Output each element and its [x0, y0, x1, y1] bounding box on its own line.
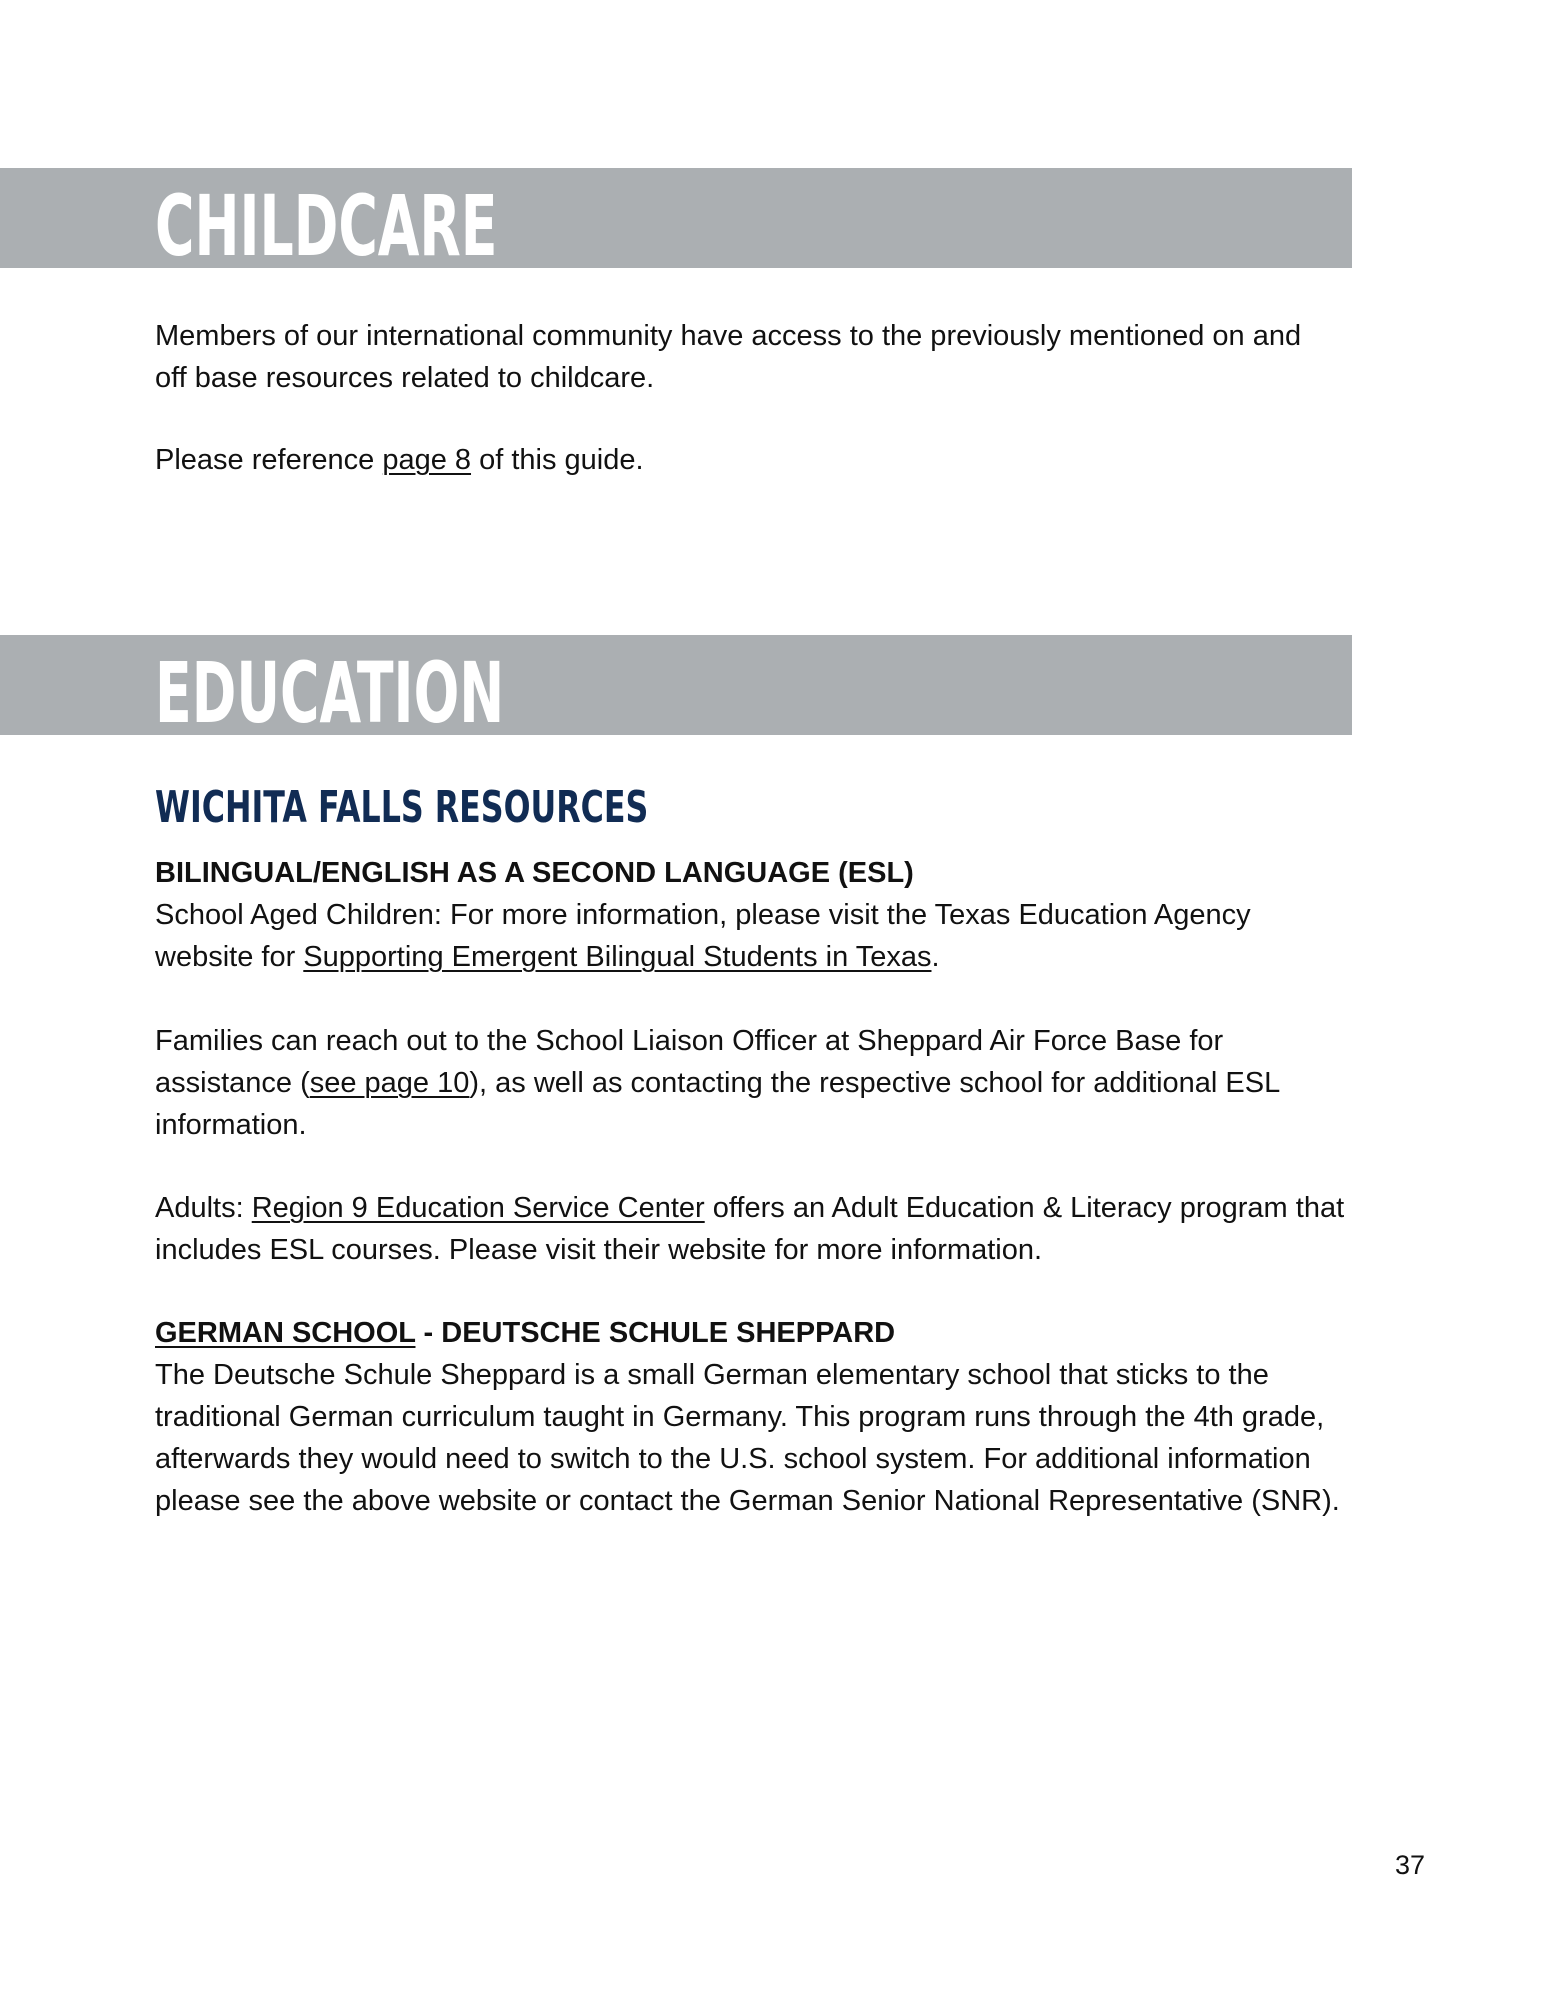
families-line2-suffix: ), as well as contacting the respective school for additional ESL — [469, 1067, 1281, 1099]
families-line2-prefix: assistance ( — [155, 1067, 310, 1099]
adults-line1-prefix: Adults: — [155, 1192, 252, 1224]
see-page-10-link[interactable]: see page 10 — [309, 1067, 470, 1099]
childcare-reference-line — [155, 439, 1405, 481]
german-school-label-rest: - DEUTSCHE SCHULE SHEPPARD — [415, 1317, 896, 1349]
childcare-reference — [155, 439, 1405, 481]
german-school-block — [155, 1312, 1405, 1522]
education-banner — [0, 635, 1352, 742]
families-line2 — [155, 1062, 1405, 1104]
childcare-intro-line1: Members of our international community have access to the previously mentioned on and — [155, 320, 1302, 352]
german-school-label — [155, 1312, 1405, 1354]
childcare-reference-prefix: Please reference — [155, 444, 383, 476]
esl-line2 — [155, 936, 1405, 978]
childcare-intro-line2: off base resources related to childcare. — [155, 362, 655, 394]
esl-block — [155, 852, 1405, 978]
german-line1: The Deutsche Schule Sheppard is a small German elementary school that sticks to the — [155, 1359, 1269, 1391]
german-line3: afterwards they would need to switch to the U.S. school system. For additional information — [155, 1443, 1311, 1475]
families-line1: Families can reach out to the School Liaison Officer at Sheppard Air Force Base for — [155, 1025, 1224, 1057]
wichita-falls-resources-heading: WICHITA FALLS RESOURCES — [155, 782, 649, 833]
german-line2: traditional German curriculum taught in Germany. This program runs through the 4th grade, — [155, 1401, 1325, 1433]
supporting-emergent-bilingual-link[interactable]: Supporting Emergent Bilingual Students in Texas — [303, 941, 932, 973]
childcare-intro — [155, 315, 1405, 399]
childcare-reference-suffix: of this guide. — [471, 444, 644, 476]
families-line3: information. — [155, 1109, 307, 1141]
page-number: 37 — [1395, 1850, 1426, 1880]
esl-line2-prefix: website for — [155, 941, 304, 973]
esl-line1: School Aged Children: For more information, please visit the Texas Education Agency — [155, 899, 1251, 931]
childcare-banner — [0, 168, 1352, 275]
adults-line1 — [155, 1187, 1405, 1229]
adults-line2: includes ESL courses. Please visit their website for more information. — [155, 1234, 1043, 1266]
esl-label: BILINGUAL/ENGLISH AS A SECOND LANGUAGE (ESL) — [155, 857, 914, 889]
families-block — [155, 1020, 1405, 1146]
childcare-title: CHILDCARE — [155, 177, 498, 275]
german-line4: please see the above website or contact the German Senior National Representative (SNR). — [155, 1485, 1340, 1517]
adults-block — [155, 1187, 1405, 1271]
page-8-link[interactable]: page 8 — [382, 444, 472, 476]
adults-line1-suffix: offers an Adult Education & Literacy program that — [704, 1192, 1345, 1224]
german-school-link[interactable]: GERMAN SCHOOL — [155, 1317, 416, 1349]
region-9-link[interactable]: Region 9 Education Service Center — [251, 1192, 705, 1224]
esl-line2-suffix: . — [931, 941, 940, 973]
education-title: EDUCATION — [155, 644, 505, 742]
